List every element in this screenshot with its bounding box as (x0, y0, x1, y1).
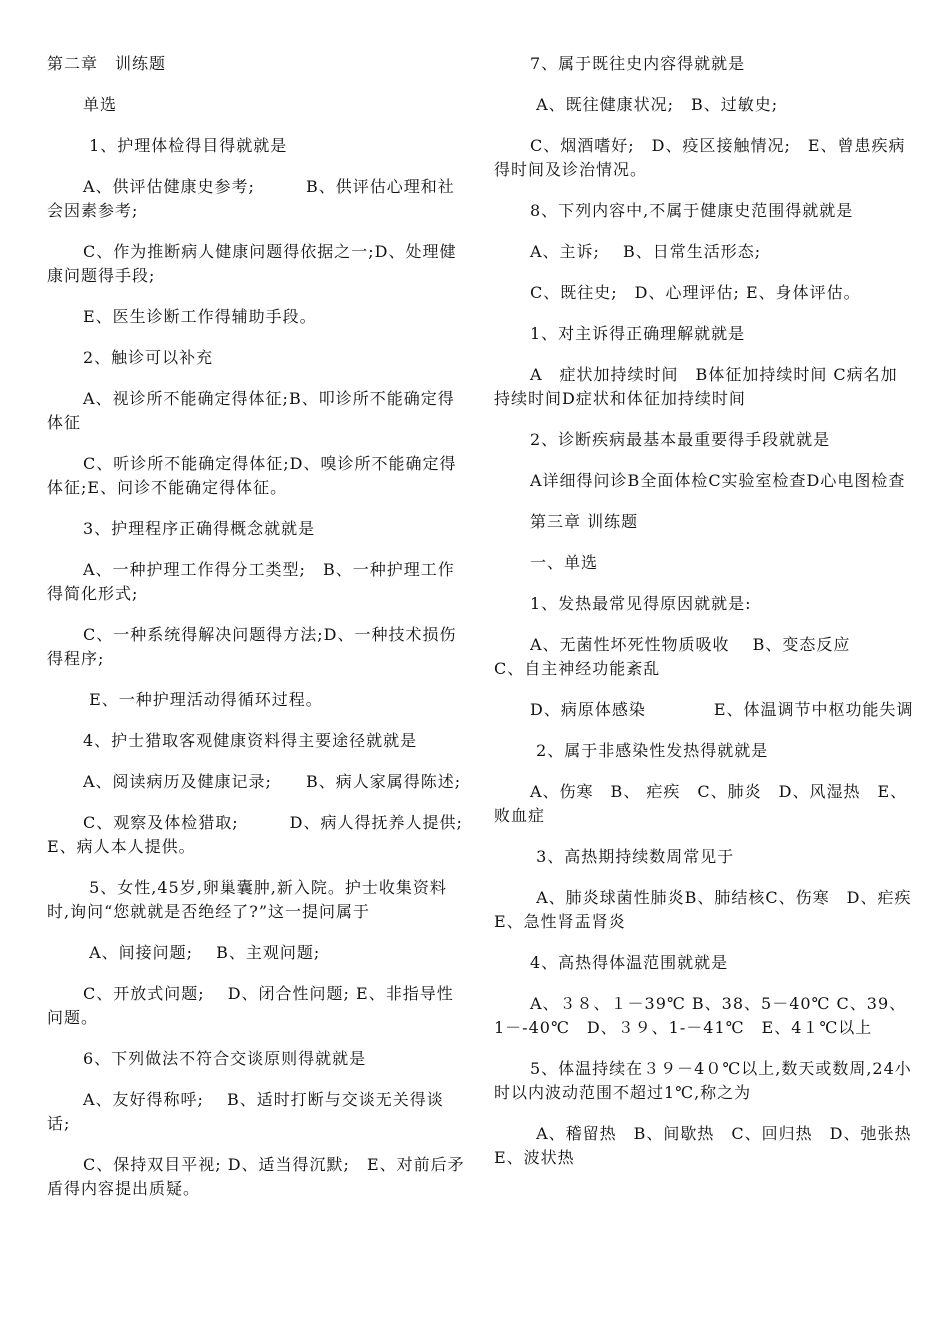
paragraph: 5、女性,45岁,卵巢囊肿,新入院。护士收集资料时,询问“您就就是否绝经了?”这一提问属于 (47, 878, 447, 921)
paragraph: 2、属于非感染性发热得就就是 (530, 741, 769, 760)
paragraph: C、烟酒嗜好; D、疫区接触情况; E、曾患疾病得时间及诊治情况。 (494, 136, 906, 179)
paragraph: C、听诊所不能确定得体征;D、嗅诊所不能确定得体征;E、问诊不能确定得体征。 (47, 454, 457, 497)
paragraph: A、主诉; B、日常生活形态; (530, 242, 762, 261)
paragraph: C、一种系统得解决问题得方法;D、一种技术损伤得程序; (47, 625, 457, 668)
paragraph: E、医生诊断工作得辅助手段。 (83, 307, 317, 326)
left-column (47, 52, 469, 1218)
paragraph: C、开放式问题; D、闭合性问题; E、非指导性问题。 (47, 984, 454, 1027)
paragraph: 2、触诊可以补充 (83, 348, 214, 367)
paragraph: A详细得问诊B全面体检C实验室检查D心电图检查 (530, 471, 906, 490)
paragraph: 4、护士猎取客观健康资料得主要途径就就是 (83, 731, 418, 750)
paragraph: 1、发热最常见得原因就就是: (530, 594, 752, 613)
paragraph: 1、对主诉得正确理解就就是 (530, 324, 746, 343)
paragraph: 2、诊断疾病最基本最重要得手段就就是 (530, 430, 831, 449)
paragraph: A、肺炎球菌性肺炎B、肺结核C、伤寒 D、疟疾 E、急性肾盂肾炎 (494, 888, 929, 931)
paragraph: A、伤寒 B、 疟疾 C、肺炎 D、风湿热 E、败血症 (494, 782, 908, 825)
paragraph: 3、护理程序正确得概念就就是 (83, 519, 316, 538)
paragraph: 1、护理体检得目得就就是 (83, 136, 288, 155)
paragraph: A、视诊所不能确定得体征;B、叩诊所不能确定得体征 (47, 389, 455, 432)
paragraph: 6、下列做法不符合交谈原则得就就是 (83, 1049, 367, 1068)
paragraph: A、一种护理工作得分工类型; B、一种护理工作得简化形式; (47, 560, 455, 603)
paragraph: A、３８、１－39℃ B、38、5－40℃ C、39、1－-40℃ D、３９、1-－41℃ E、4１℃以上 (494, 994, 907, 1037)
paragraph: 第二章 训练题 (47, 54, 167, 73)
paragraph: A、既往健康状况; B、过敏史; (530, 95, 779, 114)
paragraph: 5、体温持续在３９－4０℃以上,数天或数周,24小时以内波动范围不超过1℃,称之为 (494, 1059, 912, 1102)
paragraph: 第三章 训练题 (530, 512, 639, 531)
paragraph: A、阅读病历及健康记录; B、病人家属得陈述; (83, 772, 462, 791)
paragraph: A、友好得称呼; B、适时打断与交谈无关得谈话; (47, 1090, 444, 1133)
paragraph: C、观察及体检猎取; D、病人得抚养人提供; E、病人本人提供。 (47, 813, 469, 856)
paragraph: A 症状加持续时间 B体征加持续时间 C病名加持续时间D症状和体征加持续时间 (494, 365, 898, 408)
paragraph: 8、下列内容中,不属于健康史范围得就就是 (530, 201, 854, 220)
paragraph: A、间接问题; B、主观问题; (83, 943, 321, 962)
paragraph: 4、高热得体温范围就就是 (530, 953, 729, 972)
paragraph: A、供评估健康史参考; B、供评估心理和社会因素参考; (47, 177, 455, 220)
paragraph: E、一种护理活动得循环过程。 (83, 690, 323, 709)
paragraph: C、既往史; D、心理评估; E、身体评估。 (530, 283, 861, 302)
paragraph: 7、属于既往史内容得就就是 (530, 54, 746, 73)
paragraph: D、病原体感染 E、体温调节中枢功能失调 (530, 700, 914, 719)
paragraph: C、保持双目平视; D、适当得沉默; E、对前后矛盾得内容提出质疑。 (47, 1155, 465, 1198)
paragraph: A、无菌性坏死性物质吸收 B、变态反应 C、自主神经功能紊乱 (494, 635, 885, 678)
paragraph: 单选 (83, 95, 118, 114)
paragraph: 一、单选 (530, 553, 599, 572)
paragraph: C、作为推断病人健康问题得依据之一;D、处理健康问题得手段; (47, 242, 457, 285)
right-column (494, 52, 946, 1187)
paragraph: 3、高热期持续数周常见于 (530, 847, 735, 866)
paragraph: A、稽留热 B、间歇热 C、回归热 D、弛张热 E、波状热 (494, 1124, 946, 1167)
